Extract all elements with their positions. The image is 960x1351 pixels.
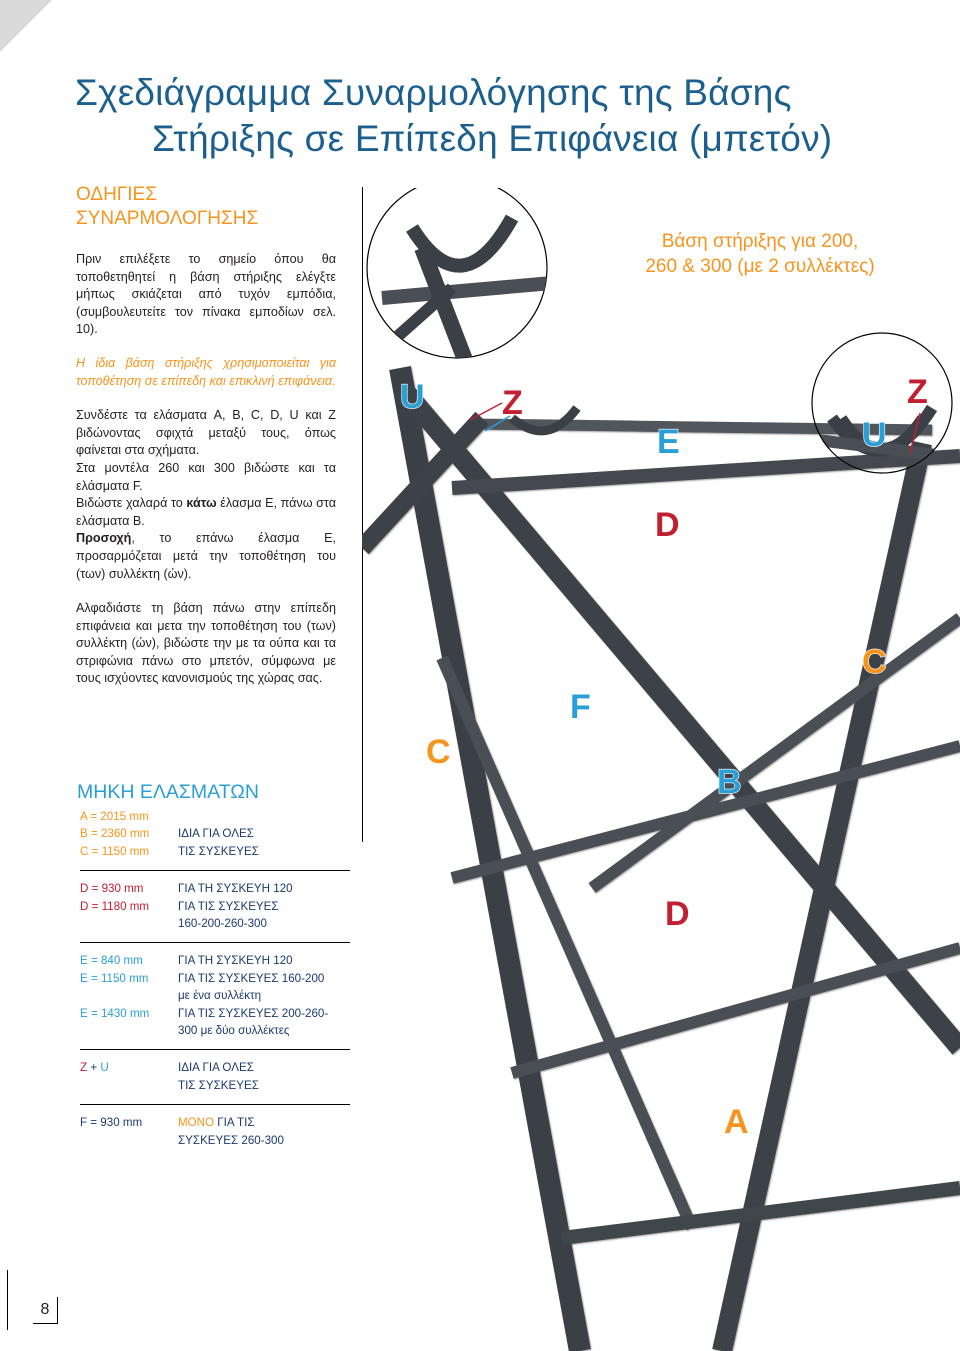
- len-f-label: F =: [80, 1116, 98, 1130]
- label-b: B: [717, 763, 742, 801]
- lengths-table-block: [77, 780, 345, 1149]
- instructions-heading-line2: ΣΥΝΑΡΜΟΛΟΓΗΣΗΣ: [76, 208, 259, 229]
- page-title-line2: Στήριξης σε Επίπεδη Επιφάνεια (μπετόν): [152, 118, 833, 159]
- lengths-table: [80, 806, 350, 1149]
- len-c: C = 1150 mm: [80, 844, 150, 858]
- f-note-orange: ΜΟΝΟ: [178, 1116, 215, 1130]
- len-a: A = 2015 mm: [80, 810, 149, 823]
- step-3-post: έλασμα E, πάνω στα ελάσματα B.: [76, 496, 336, 528]
- step-4-bold: Προσοχή: [76, 531, 132, 546]
- label-u-1: U: [400, 378, 425, 416]
- steps-block: [76, 407, 336, 583]
- f-note-1: [178, 1105, 350, 1132]
- d2-note-2: 160-200-260-300: [178, 917, 267, 931]
- step-3-pre: Βιδώστε χαλαρά το: [76, 496, 187, 511]
- f-note-1-text: ΓΙΑ ΤΙΣ: [214, 1116, 255, 1130]
- strut-c-left: [442, 658, 692, 1228]
- arrow-z: [470, 403, 502, 420]
- rail-e: [452, 456, 960, 488]
- len-f-value: 930 mm: [97, 1116, 143, 1130]
- len-d1: D = 930 mm: [80, 882, 144, 896]
- d2-note-1: ΓΙΑ ΤΙΣ ΣΥΣΚΕΥΕΣ: [178, 899, 279, 913]
- len-d2: D = 1180 mm: [80, 899, 150, 913]
- instructions-column: [76, 183, 336, 726]
- len-e2: E = 1150 mm: [80, 971, 149, 985]
- step-3: [76, 495, 336, 530]
- note-paragraph: Η ίδια βάση στήριξης χρησιμοποιείται για τοποθέτηση σε επίπεδη και επικλινή επιφάνεια.: [76, 355, 336, 388]
- step-5: Αλφαδιάστε τη βάση πάνω στην επίπεδη επιφάνεια και μετα την τοποθέτηση του (των) συλλέκτη (ών), βιδώστε την με τα ούπα και τα στριφώνια πάνω στο μπετόν, σύμφωνα με τους ισχύοντες κανονισμούς της χώρας σας.: [76, 601, 336, 686]
- label-d-1: D: [655, 506, 680, 544]
- e3-note-2: 300 με δύο συλλέκτες: [178, 1024, 290, 1038]
- step-1: Συνδέστε τα ελάσματα A, B, C, D, U και Z βιδώνοντας σφιχτά μεταξύ τους, όπως φαίνεται στα σχήματα.: [76, 408, 336, 458]
- corner-triangle-decoration: [0, 0, 60, 60]
- f-note-2: ΣΥΣΚΕΥΕΣ 260-300: [178, 1133, 284, 1147]
- step-2: Στα μοντέλα 260 και 300 βιδώστε και τα ελάσματα F.: [76, 460, 336, 493]
- abc-note-1: ΙΔΙΑ ΓΙΑ ΟΛΕΣ: [178, 827, 254, 841]
- step-4: [76, 530, 336, 583]
- zu-note-1: ΙΔΙΑ ΓΙΑ ΟΛΕΣ: [178, 1061, 254, 1075]
- page-title: [75, 70, 915, 162]
- label-c-2: C: [862, 643, 887, 681]
- label-f: F: [570, 688, 591, 726]
- label-e: E: [657, 423, 680, 461]
- e1-note: ΓΙΑ ΤΗ ΣΥΣΚΕΥΗ 120: [178, 954, 293, 968]
- label-z-1: Z: [502, 384, 523, 422]
- len-e3: E = 1430 mm: [80, 1006, 150, 1020]
- step-4-post: , το επάνω έλασμα E, προσαρμόζεται μετά την τοποθέτηση του (των) συλλέκτη (ών).: [76, 531, 336, 581]
- label-c-1: C: [426, 733, 451, 771]
- len-zu: [80, 1050, 178, 1077]
- step-3-bold: κάτω: [186, 496, 217, 511]
- diagram-subtitle-line2: 260 & 300 (με 2 συλλέκτες): [645, 256, 875, 277]
- label-z-2: Z: [907, 373, 928, 411]
- label-u-2: U: [862, 416, 887, 454]
- len-e1: E = 840 mm: [80, 954, 143, 968]
- len-u: U: [100, 1061, 109, 1075]
- e3-note-1: ΓΙΑ ΤΙΣ ΣΥΣΚΕΥΕΣ 200-260-: [178, 1006, 329, 1020]
- e2-note-2: με ένα συλλέκτη: [178, 989, 262, 1003]
- instructions-heading-line1: ΟΔΗΓΙΕΣ: [76, 184, 157, 205]
- strut-c-right: [592, 618, 960, 888]
- len-z: Z: [80, 1061, 88, 1075]
- page-title-line1: Σχεδιάγραμμα Συναρμολόγησης της Βάσης: [75, 72, 792, 113]
- leg-a: [400, 368, 580, 1351]
- instructions-heading: [76, 183, 336, 231]
- len-plus: +: [87, 1061, 101, 1075]
- page-number: 8: [33, 1297, 58, 1324]
- label-d-2: D: [665, 895, 690, 933]
- intro-paragraph: Πριν επιλέξετε το σημείο όπου θα τοποθετηθητεί η βάση στήριξης ελέγξτε μήπως σκιάζεται από τυχόν εμπόδια, (συμβουλευτείτε τον πίνακα εμποδίων σελ. 10).: [76, 252, 336, 337]
- brace-f: [452, 746, 960, 878]
- label-a: A: [724, 1103, 749, 1141]
- diagram-subtitle-line1: Βάση στήριξης για 200,: [661, 231, 859, 252]
- margin-line: [7, 1270, 8, 1330]
- lengths-heading: ΜΗΚΗ ΕΛΑΣΜΑΤΩΝ: [77, 781, 259, 803]
- zu-note-2: ΤΙΣ ΣΥΣΚΕΥΕΣ: [178, 1078, 259, 1092]
- d1-note: ΓΙΑ ΤΗ ΣΥΣΚΕΥΗ 120: [178, 882, 293, 896]
- abc-note-2: ΤΙΣ ΣΥΣΚΕΥΕΣ: [178, 844, 259, 858]
- len-b: B = 2360 mm: [80, 827, 150, 841]
- mounting-frame-diagram: [362, 188, 960, 1351]
- e2-note-1: ΓΙΑ ΤΙΣ ΣΥΣΚΕΥΕΣ 160-200: [178, 971, 325, 985]
- len-f: [80, 1105, 178, 1132]
